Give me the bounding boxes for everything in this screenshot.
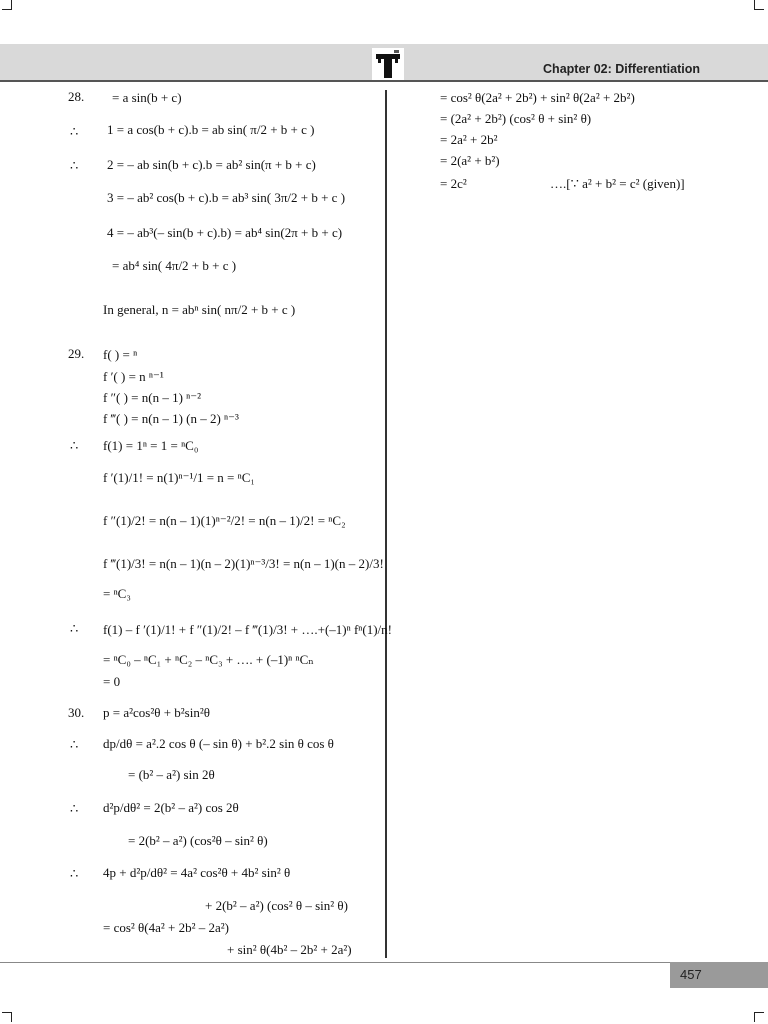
therefore-symbol: ∴ bbox=[70, 621, 79, 636]
q29-line-10: f(1) – f ′(1)/1! + f ″(1)/2! – f ‴(1)/3! + ….+(–1)ⁿ fⁿ(1)/n! bbox=[103, 622, 392, 637]
q30-line-7: + 2(b² – a²) (cos² θ – sin² θ) bbox=[205, 898, 348, 913]
crop-mark-top-left bbox=[2, 0, 12, 10]
therefore-symbol: ∴ bbox=[70, 866, 79, 881]
q29-line-5: f(1) = 1ⁿ = 1 = ⁿC₀ bbox=[103, 438, 199, 453]
q28-line-2: 1 = a cos(b + c).b = ab sin( π/2 + b + c ) bbox=[107, 122, 315, 137]
q29-line-7: f ″(1)/2! = n(n – 1)(1)ⁿ⁻²/2! = n(n – 1)/2! = ⁿC₂ bbox=[103, 513, 346, 528]
q30-line-4: d²p/dθ² = 2(b² – a²) cos 2θ bbox=[103, 800, 239, 815]
question-number-30: 30. bbox=[68, 705, 85, 720]
q30-line-2: dp/dθ = a².2 cos θ (– sin θ) + b².2 sin θ cos θ bbox=[103, 736, 334, 751]
footer-rule bbox=[0, 962, 768, 963]
q28-line-4: 3 = – ab² cos(b + c).b = ab³ sin( 3π/2 + b + c ) bbox=[107, 190, 346, 205]
right-line-1: = cos² θ(2a² + 2b²) + sin² θ(2a² + 2b²) bbox=[440, 90, 635, 105]
q30-line-1: p = a²cos²θ + b²sin²θ bbox=[103, 705, 210, 720]
publisher-logo bbox=[372, 48, 404, 80]
q30-line-5: = 2(b² – a²) (cos²θ – sin² θ) bbox=[128, 833, 268, 848]
q29-line-8: f ‴(1)/3! = n(n – 1)(n – 2)(1)ⁿ⁻³/3! = n(n – 1)(n – 2)/3! bbox=[103, 556, 384, 571]
right-line-4: = 2(a² + b²) bbox=[440, 153, 500, 168]
q28-general-line: In general, n = abⁿ sin( nπ/2 + b + c ) bbox=[103, 302, 296, 317]
question-number-29: 29. bbox=[68, 346, 85, 361]
right-line-5: = 2c² bbox=[440, 176, 467, 191]
crop-mark-bottom-right bbox=[754, 1012, 764, 1022]
q29-line-12: = 0 bbox=[103, 674, 121, 689]
crop-mark-bottom-left bbox=[2, 1012, 12, 1022]
q30-line-8: = cos² θ(4a² + 2b² – 2a²) bbox=[103, 920, 230, 935]
therefore-symbol: ∴ bbox=[70, 737, 79, 752]
q28-line-3: 2 = – ab sin(b + c).b = ab² sin(π + b + c) bbox=[107, 157, 316, 172]
q29-line-9: = ⁿC₃ bbox=[103, 586, 131, 601]
q29-line-2: f ′( ) = n ⁿ⁻¹ bbox=[103, 369, 164, 384]
right-line-6-given: ….[∵ a² + b² = c² (given)] bbox=[550, 176, 685, 191]
q29-line-11: = ⁿC₀ – ⁿC₁ + ⁿC₂ – ⁿC₃ + …. + (–1)ⁿ ⁿCₙ bbox=[103, 652, 314, 667]
q29-line-1: f( ) = ⁿ bbox=[103, 347, 138, 362]
column-divider bbox=[385, 90, 387, 958]
chapter-title: Chapter 02: Differentiation bbox=[543, 62, 700, 76]
q28-line-5: 4 = – ab³(– sin(b + c).b) = ab⁴ sin(2π + b + c) bbox=[107, 225, 343, 240]
q28-line-6: = ab⁴ sin( 4π/2 + b + c ) bbox=[112, 258, 237, 273]
question-number-28: 28. bbox=[68, 89, 85, 104]
q30-line-3: = (b² – a²) sin 2θ bbox=[128, 767, 215, 782]
q30-line-6: 4p + d²p/dθ² = 4a² cos²θ + 4b² sin² θ bbox=[103, 865, 291, 880]
therefore-symbol: ∴ bbox=[70, 801, 79, 816]
therefore-symbol: ∴ bbox=[70, 158, 79, 173]
q29-line-6: f ′(1)/1! = n(1)ⁿ⁻¹/1 = n = ⁿC₁ bbox=[103, 470, 255, 485]
right-line-3: = 2a² + 2b² bbox=[440, 132, 498, 147]
q29-line-3: f ″( ) = n(n – 1) ⁿ⁻² bbox=[103, 390, 201, 405]
page-number: 457 bbox=[670, 962, 768, 988]
right-line-2: = (2a² + 2b²) (cos² θ + sin² θ) bbox=[440, 111, 592, 126]
q28-line-1: = a sin(b + c) bbox=[112, 90, 182, 105]
therefore-symbol: ∴ bbox=[70, 438, 79, 453]
crop-mark-top-right bbox=[754, 0, 764, 10]
q29-line-4: f ‴( ) = n(n – 1) (n – 2) ⁿ⁻³ bbox=[103, 411, 239, 426]
therefore-symbol: ∴ bbox=[70, 124, 79, 139]
q30-line-9: + sin² θ(4b² – 2b² + 2a²) bbox=[227, 942, 352, 957]
